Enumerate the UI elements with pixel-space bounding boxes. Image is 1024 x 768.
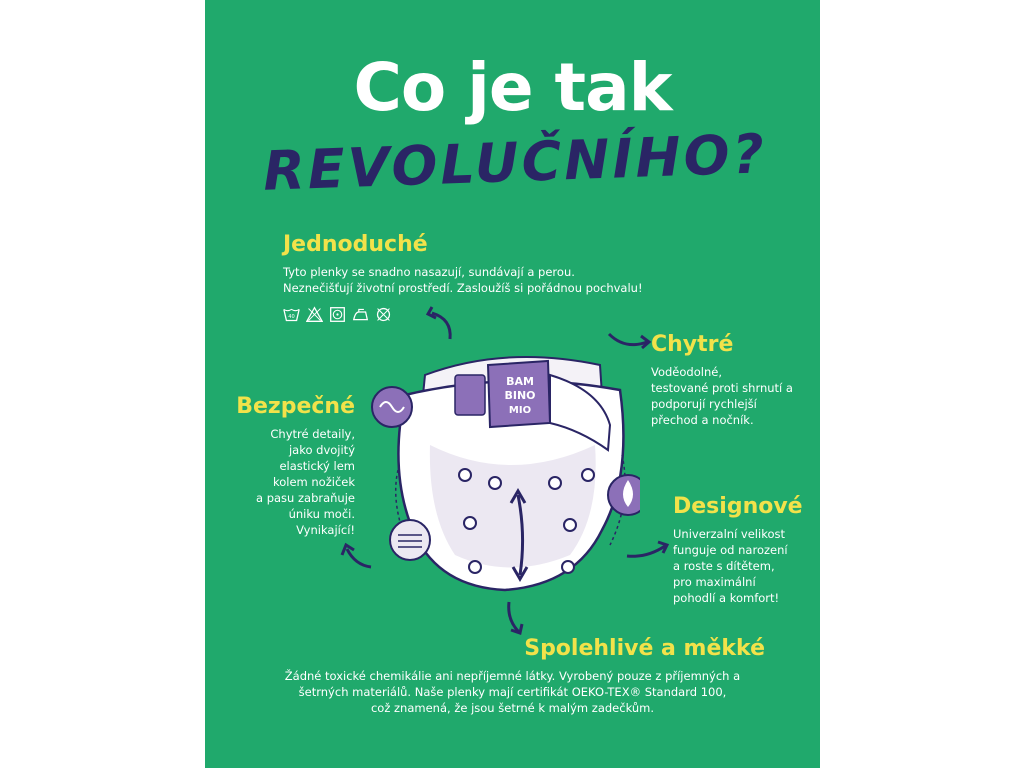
care-icons: [283, 306, 392, 323]
arrow-to-safe-icon: [337, 535, 377, 575]
section-safe-line: jako dvojitý: [288, 443, 355, 457]
section-design-line: Univerzalní velikost: [673, 527, 785, 541]
section-soft-line: Žádné toxické chemikálie ani nepříjemné látky. Vyrobený pouze z příjemných a: [284, 669, 741, 683]
section-safe: [205, 394, 355, 538]
poster: [205, 0, 820, 768]
subhead: REVOLUČNÍHO?: [262, 122, 768, 203]
tumble-dry-icon: [329, 306, 346, 323]
no-dryclean-icon: [375, 306, 392, 323]
svg-text:40: 40: [288, 313, 295, 320]
section-design-line: pohodlí a komfort!: [673, 591, 780, 605]
section-soft-title: Spolehlivé a měkké: [524, 636, 765, 661]
brand-label-line: BAM: [506, 375, 534, 388]
section-simple-text: [283, 264, 703, 296]
wash-40-icon: [283, 306, 300, 323]
section-safe-line: kolem nožiček: [272, 475, 355, 489]
section-smart: [651, 332, 820, 428]
section-safe-line: Chytré detaily,: [270, 427, 355, 441]
section-design-text: [673, 526, 818, 606]
section-design-title: Designové: [673, 494, 803, 519]
section-simple-title: Jednoduché: [283, 232, 428, 257]
section-safe-title: Bezpečné: [236, 394, 355, 419]
headline: Co je tak: [353, 49, 672, 126]
section-smart-line: přechod a nočník.: [651, 413, 754, 427]
brand-label-line: BINO: [504, 389, 536, 402]
section-soft: [230, 636, 795, 716]
section-soft-line: šetrných materiálů. Naše plenky mají certifikát OEKO-TEX® Standard 100,: [298, 685, 727, 699]
section-soft-line: což znamená, že jsou šetrné k malým zadečkům.: [370, 701, 655, 715]
section-simple-line: Neznečišťují životní prostředí. Zasloužíš si pořádnou pochvalu!: [283, 281, 643, 295]
section-design: [673, 494, 818, 606]
arrow-to-smart-icon: [605, 328, 655, 358]
feature-badge: [390, 520, 430, 560]
section-smart-line: Voděodolné,: [651, 365, 722, 379]
section-soft-text: [230, 668, 795, 716]
diaper-illustration: [370, 335, 640, 595]
section-design-line: a roste s dítětem,: [673, 559, 775, 573]
brand-label-line: MIO: [508, 405, 532, 416]
section-design-line: pro maximální: [673, 575, 756, 589]
arrow-to-soft-icon: [501, 598, 531, 638]
section-smart-text: [651, 364, 820, 428]
section-safe-line: a pasu zabraňuje: [256, 491, 355, 505]
no-bleach-icon: [306, 306, 323, 323]
section-safe-line: Vynikající!: [296, 523, 355, 537]
section-safe-line: úniku moči.: [288, 507, 355, 521]
section-simple-line: Tyto plenky se snadno nasazují, sundávají a perou.: [283, 265, 575, 279]
iron-icon: [352, 306, 369, 323]
section-design-line: funguje od narození: [673, 543, 788, 557]
section-smart-line: podporují rychlejší: [651, 397, 757, 411]
section-safe-text: [205, 426, 355, 538]
arrow-to-design-icon: [623, 538, 673, 568]
section-smart-line: testované proti shrnutí a: [651, 381, 793, 395]
section-simple: [283, 232, 703, 296]
section-smart-title: Chytré: [651, 332, 734, 357]
section-safe-line: elastický lem: [279, 459, 355, 473]
arrow-to-simple-icon: [420, 305, 460, 345]
